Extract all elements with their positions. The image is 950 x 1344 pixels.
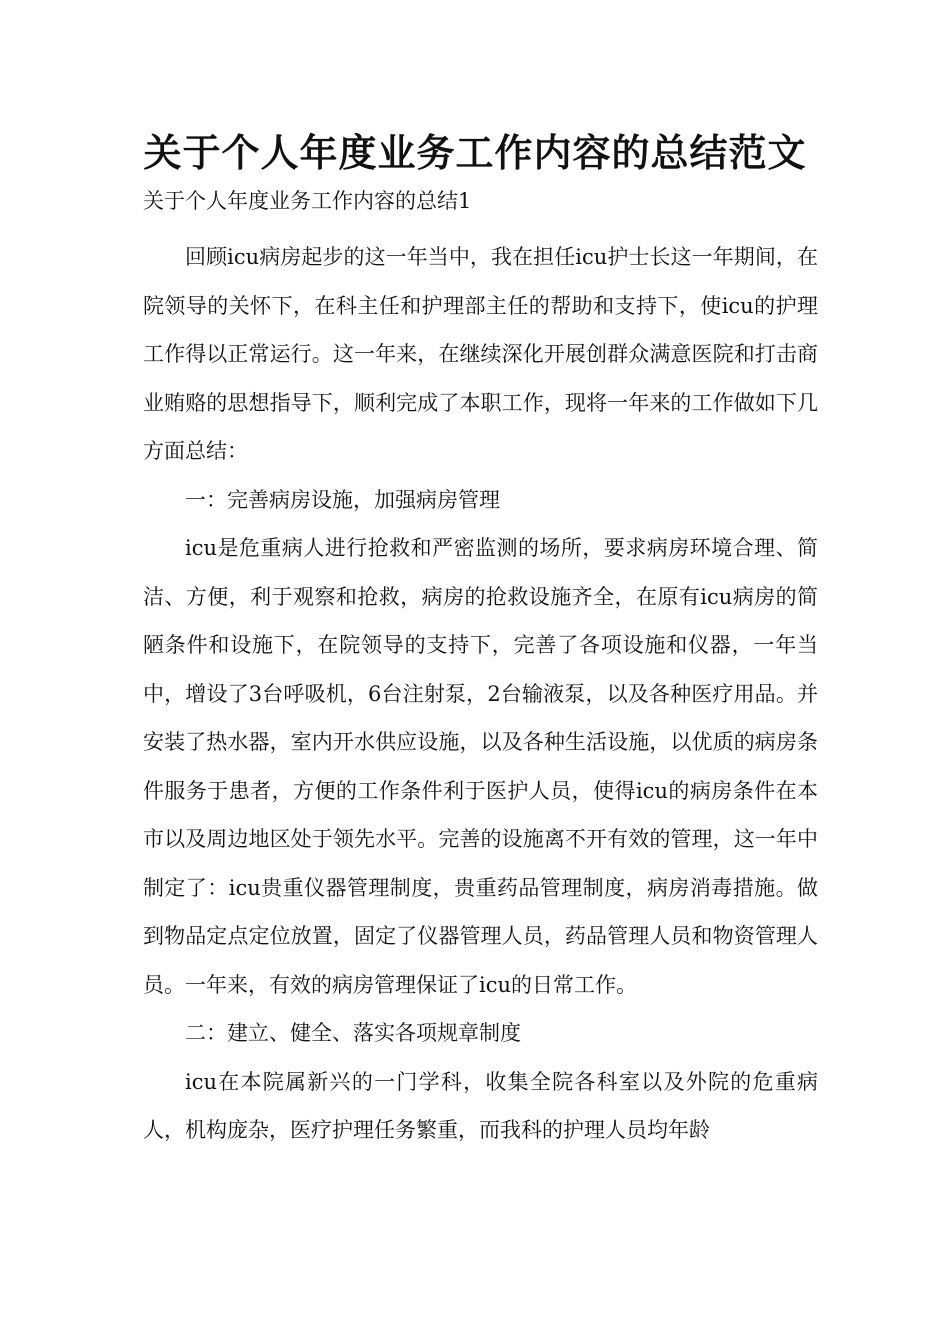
document-subtitle: 关于个人年度业务工作内容的总结1 xyxy=(143,189,472,213)
paragraph-intro: 回顾icu病房起步的这一年当中，我在担任icu护士长这一年期间，在院领导的关怀下，在科主任和护理部主任的帮助和支持下，使icu的护理工作得以正常运行。这一年来，在继续深化开展创群众满意医院和打击商业贿赂的思想指导下，顺利完成了本职工作，现将一年来的工作做如下几方面总结： xyxy=(143,245,818,463)
section-heading-1: 一：完善病房设施，加强病房管理 xyxy=(185,487,500,512)
document-body xyxy=(143,233,818,1155)
paragraph-facilities: icu是危重病人进行抢救和严密监测的场所，要求病房环境合理、简洁、方便，利于观察和抢救，病房的抢救设施齐全，在原有icu病房的简陋条件和设施下，在院领导的支持下，完善了各项设施和仪器，一年当中，增设了3台呼吸机，6台注射泵，2台输液泵，以及各种医疗用品。并安装了热水器，室内开水供应设施，以及各种生活设施，以优质的病房条件服务于患者，方便的工作条件利于医护人员，使得icu的病房条件在本市以及周边地区处于领先水平。完善的设施离不开有效的管理，这一年中制定了：icu贵重仪器管理制度，贵重药品管理制度，病房消毒措施。做到物品定点定位放置，固定了仪器管理人员，药品管理人员和物资管理人员。一年来，有效的病房管理保证了icu的日常工作。 xyxy=(143,536,818,997)
document-title: 关于个人年度业务工作内容的总结范文 xyxy=(143,131,807,175)
paragraph-rules: icu在本院属新兴的一门学科，收集全院各科室以及外院的危重病人，机构庞杂，医疗护理任务繁重，而我科的护理人员均年龄 xyxy=(143,1069,818,1142)
section-heading-2: 二：建立、健全、落实各项规章制度 xyxy=(185,1021,521,1045)
